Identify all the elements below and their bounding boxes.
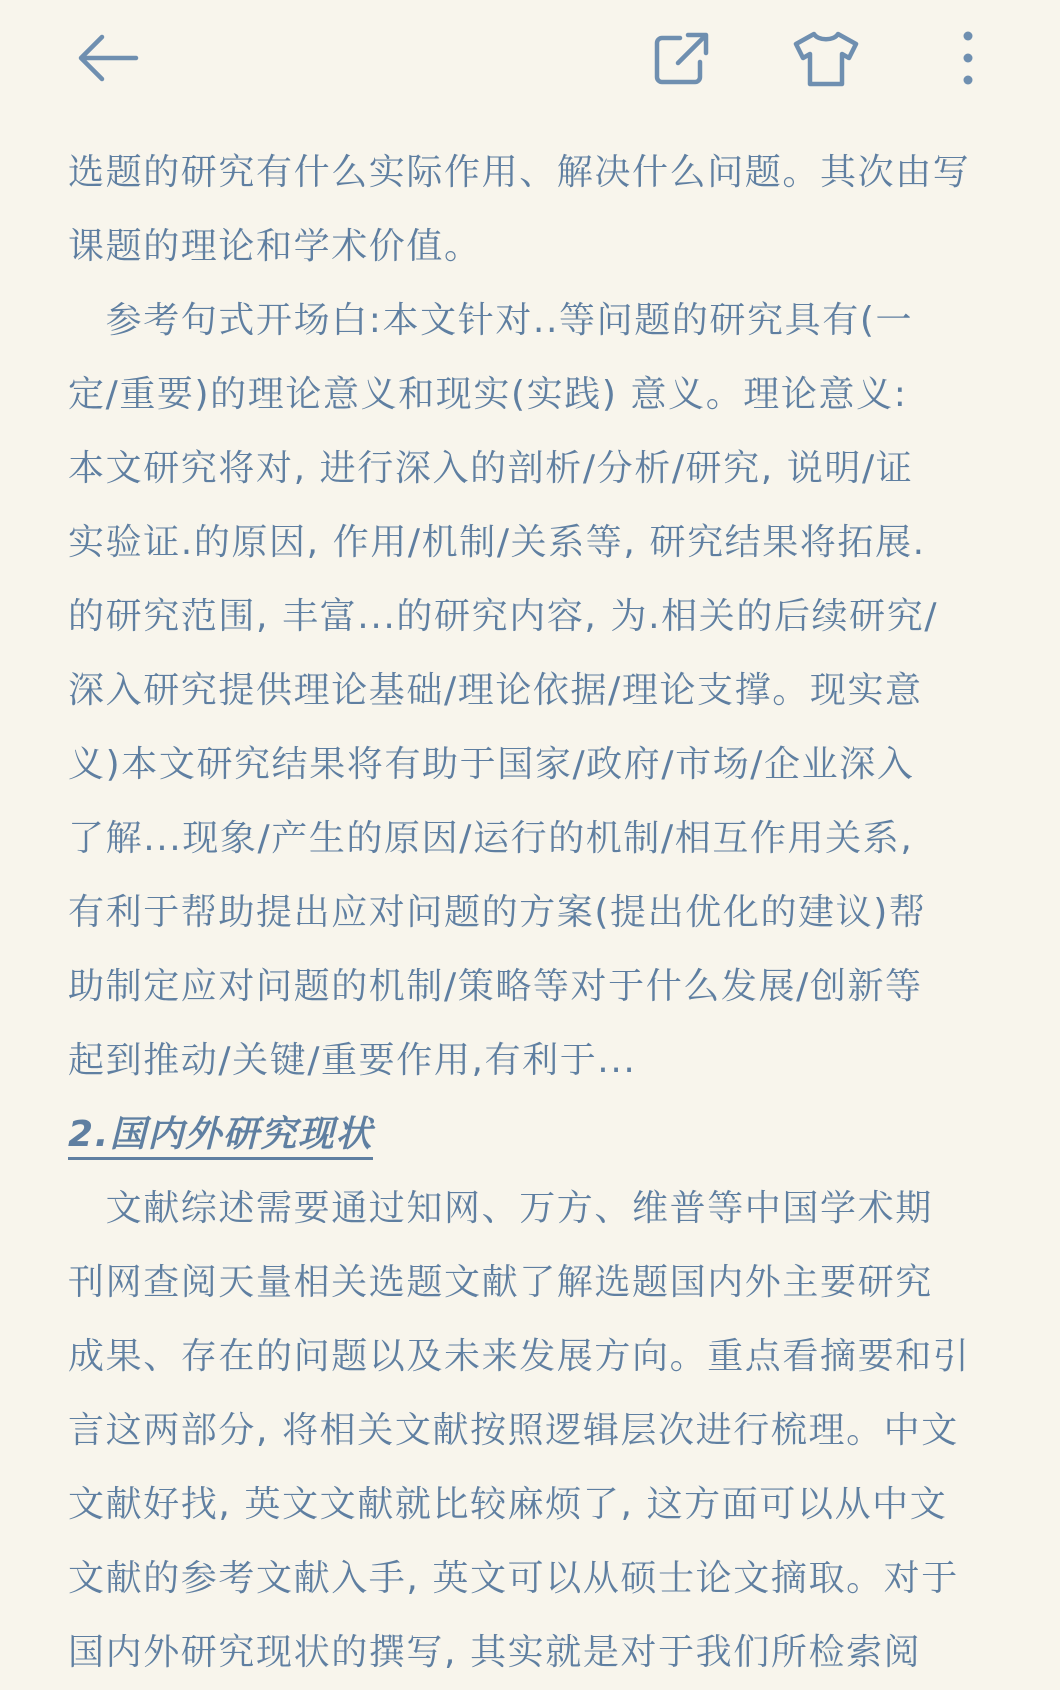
- top-toolbar: [0, 0, 1060, 120]
- paragraph-line: 文献综述需要通过知网、万方、维普等中国学术期: [68, 1188, 933, 1229]
- paragraph-line: 本文研究将对, 进行深入的剖析/分析/研究, 说明/证: [68, 448, 914, 489]
- paragraph-line: 实验证.的原因, 作用/机制/关系等, 研究结果将拓展.: [68, 522, 926, 563]
- paragraph-line: 选题的研究有什么实际作用、解决什么问题。其次由写: [68, 152, 971, 193]
- paragraph-line: 了解...现象/产生的原因/运行的机制/相互作用关系,: [68, 818, 914, 859]
- tshirt-theme-icon[interactable]: [790, 26, 862, 90]
- section-heading: [68, 1098, 1018, 1172]
- share-external-icon[interactable]: [650, 28, 714, 88]
- paragraph-line: 有利于帮助提出应对问题的方案(提出优化的建议)帮: [68, 892, 927, 933]
- paragraph-line: 义)本文研究结果将有助于国家/政府/市场/企业深入: [68, 744, 915, 785]
- paragraph-line: 文献好找, 英文文献就比较麻烦了, 这方面可以从中文: [68, 1484, 948, 1525]
- more-vertical-icon[interactable]: [950, 26, 986, 90]
- paragraph-line: 课题的理论和学术价值。: [68, 226, 482, 267]
- paragraph-line: 的研究范围, 丰富...的研究内容, 为.相关的后续研究/: [68, 596, 939, 637]
- paragraph-line: 起到推动/关键/重要作用,有利于...: [68, 1040, 637, 1081]
- paragraph-line: 成果、存在的问题以及未来发展方向。重点看摘要和引: [68, 1336, 971, 1377]
- back-arrow-icon[interactable]: [72, 28, 144, 88]
- paragraph-line: 言这两部分, 将相关文献按照逻辑层次进行梳理。中文: [68, 1410, 959, 1451]
- paragraph-line: 助制定应对问题的机制/策略等对于什么发展/创新等: [68, 966, 923, 1007]
- article-body: [68, 136, 1018, 1690]
- paragraph-line: 刊网查阅天量相关选题文献了解选题国内外主要研究: [68, 1262, 933, 1303]
- paragraph-line: 国内外研究现状的撰写, 其实就是对于我们所检索阅: [68, 1632, 922, 1673]
- paragraph-line: 文献的参考文献入手, 英文可以从硕士论文摘取。对于: [68, 1558, 959, 1599]
- paragraph-line: 深入研究提供理论基础/理论依据/理论支撑。现实意: [68, 670, 923, 711]
- section-heading-text: 2.国内外研究现状: [68, 1114, 373, 1160]
- paragraph-line: 定/重要)的理论意义和现实(实践) 意义。理论意义:: [68, 374, 908, 415]
- paragraph-line: 参考句式开场白:本文针对..等问题的研究具有(一: [68, 300, 914, 341]
